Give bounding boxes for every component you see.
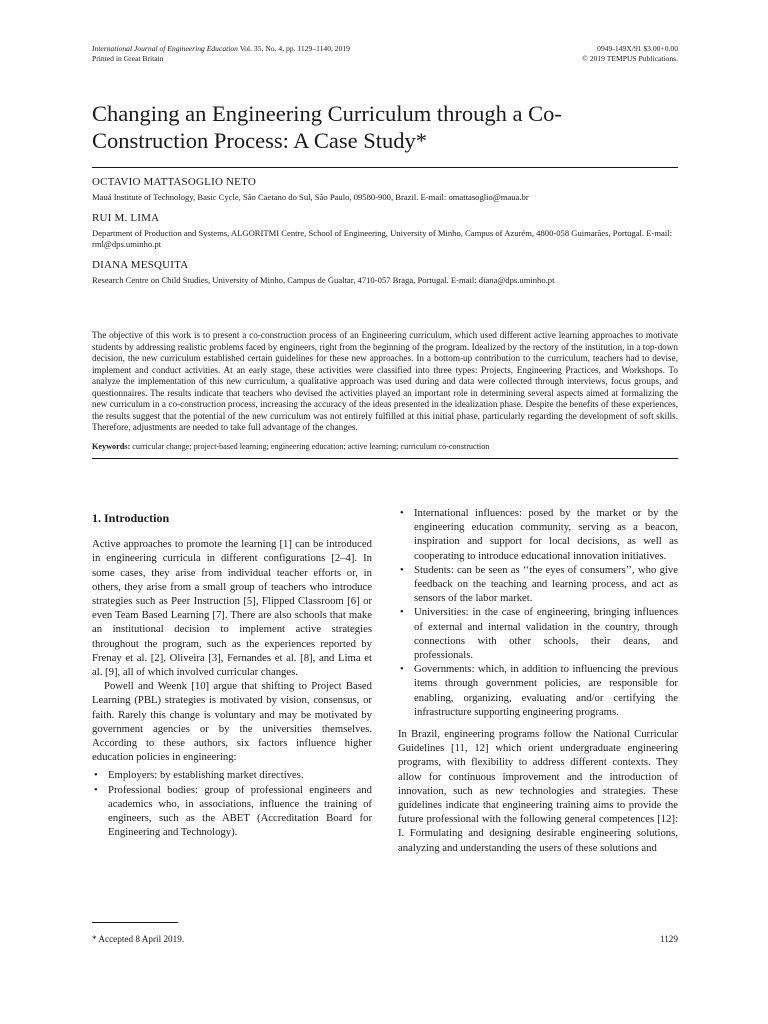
section-heading: 1. Introduction <box>92 511 170 525</box>
list-item <box>398 605 678 662</box>
abstract-text: The objective of this work is to present a co-construction process of an Engineering curriculum, which used different active learning approaches to motivate students by addressing realistic problems faced by engineers, right from the beginning of the program. Idealized by the rectory of the institution, in a top-down decision, the new curriculum established certain guidelines for these new approaches. In a bottom-up contribution to the curriculum, teachers had to devise, implement and conduct activities. At an early stage, these activities were classified into three types: Projects, Engineering Practices, and Workshops. To analyze the implementation of this new curriculum, a qualitative approach was used during and data were collected through interviews, focus groups, and questionnaires. The results indicate that teachers who devised the activities played an important role in determining several aspects aimed at formalizing the new curriculum in a co-construction process, increasing the accuracy of the ideas presented in the idealization phase. Despite the benefits of these experiences, the results suggest that the potential of the new curriculum was not entirely fulfilled at this initial phase, particularly regarding the development of soft skills. Therefore, adjustments are needed to take full advantage of the changes. <box>92 330 678 432</box>
footnote-divider <box>92 922 178 923</box>
list-item-text: Employers: by establishing market directives. <box>108 769 304 782</box>
bullet-icon: • <box>400 663 404 676</box>
journal-name: International Journal of Engineering Education <box>92 44 238 53</box>
author-block-1 <box>92 176 678 203</box>
paragraph: In Brazil, engineering programs follow the National Curricular Guidelines [11, 12] which orient undergraduate engineering programs, with flexibility to address different contexts. They allow for continuous improvement and the introduction of innovation, such as new technologies and strategies. These guidelines indicate that engineering training aims to provide the future professional with the following general competences [12]: I. Formulating and designing desirable engineering solutions, analyzing and understanding the users of these solutions and <box>398 728 678 854</box>
header-left <box>92 44 350 64</box>
list-item-text: International influences: posed by the market or by the engineering education community, serving as a beacon, inspiration and support for local decisions, as well as cooperating to introduce educational innovation initiatives. <box>414 507 678 562</box>
journal-citation: Vol. 35, No. 4, pp. 1129–1140, 2019 <box>239 44 350 53</box>
list-item <box>92 783 372 840</box>
running-header <box>92 44 678 64</box>
factor-list <box>92 768 372 839</box>
author-name: DIANA MESQUITA <box>92 259 189 271</box>
keywords-divider <box>92 458 678 459</box>
author-affiliation: Mauá Institute of Technology, Basic Cycle, São Caetano do Sul, São Paulo, 09580-900, Brazil. E-mail: omattasoglio@maua.br <box>92 192 529 202</box>
left-column <box>92 506 372 855</box>
article-title: Changing an Engineering Curriculum through a Co-Construction Process: A Case Study* <box>92 101 562 153</box>
author-name: OCTAVIO MATTASOGLIO NETO <box>92 176 256 188</box>
right-column <box>398 506 678 855</box>
list-item <box>398 662 678 719</box>
footnote: * Accepted 8 April 2019. <box>92 934 185 944</box>
keywords-label: Keywords: <box>92 441 131 451</box>
bullet-icon: • <box>400 507 404 519</box>
bullet-icon: • <box>400 563 404 576</box>
list-item <box>398 563 678 606</box>
list-item-text: Governments: which, in addition to influencing the previous items through government policies, are responsible for enabling, organizing, evaluating and/or certifying the infrastructure supporting engineering programs. <box>414 663 678 718</box>
title-divider <box>92 167 678 168</box>
header-right <box>582 44 678 64</box>
bullet-icon: • <box>94 783 98 796</box>
factor-list-continued <box>398 506 678 719</box>
copyright-notice: © 2019 TEMPUS Publications. <box>582 54 678 63</box>
author-block-3 <box>92 259 678 286</box>
paragraph: Active approaches to promote the learning [1] can be introduced in engineering curricula in different configurations [2–4]. In some cases, they arise from individual teacher efforts or, in others, they arise from a small group of teachers who introduce strategies such as Peer Instruction [5], Flipped Classroom [6] or even Team Based Learning [7]. There are also schools that make an institutional decision to implement active strategies throughout the program, such as the experiences reported by Frenay et al. [2], Oliveira [3], Fernandes et al. [8], and Lima et al. [9], all of which involved curricular changes. <box>92 538 372 679</box>
bullet-icon: • <box>400 606 404 619</box>
author-block-2 <box>92 212 678 250</box>
author-name: RUI M. LIMA <box>92 212 160 224</box>
keywords-line <box>92 441 678 452</box>
list-item <box>398 506 678 563</box>
author-affiliation: Research Centre on Child Studies, University of Minho, Campus de Gualtar, 4710-057 Braga, Portugal. E-mail: diana@dps.uminho.pt <box>92 275 555 285</box>
bullet-icon: • <box>94 769 98 782</box>
page-number: 1129 <box>659 934 678 944</box>
paragraph: Powell and Weenk [10] argue that shifting to Project Based Learning (PBL) strategies is motivated by vision, consensus, or faith. Rarely this change is voluntary and may be motivated by government agencies or by the universities themselves. According to these authors, six factors influence higher education policies in engineering: <box>92 680 372 764</box>
list-item <box>92 768 372 782</box>
issn-price: 0949-149X/91 $3.00+0.00 <box>597 44 678 53</box>
body-columns <box>92 506 678 855</box>
article-page <box>92 44 678 854</box>
list-item-text: Universities: in the case of engineering, bringing influences of external and internal validation in the country, through connections with other schools, their deans, and professionals. <box>414 606 678 662</box>
author-affiliation: Department of Production and Systems, ALGORITMI Centre, School of Engineering, University of Minho, Campus of Azurém, 4800-058 Guimarães, Portugal. E-mail: rml@dps.uminho.pt <box>92 228 672 249</box>
keywords-text: curricular change; project-based learning; engineering education; active learning; curriculum co-construction <box>132 441 490 451</box>
list-item-text: Students: can be seen as ‘‘the eyes of consumers’’, who give feedback on the teaching and learning process, and act as sensors of the labor market. <box>414 563 678 605</box>
printed-in: Printed in Great Britain <box>92 54 164 63</box>
list-item-text: Professional bodies: group of professional engineers and academics who, in associations, influence the training of engineers, such as the ABET (Accreditation Board for Engineering and Technology). <box>108 783 372 839</box>
